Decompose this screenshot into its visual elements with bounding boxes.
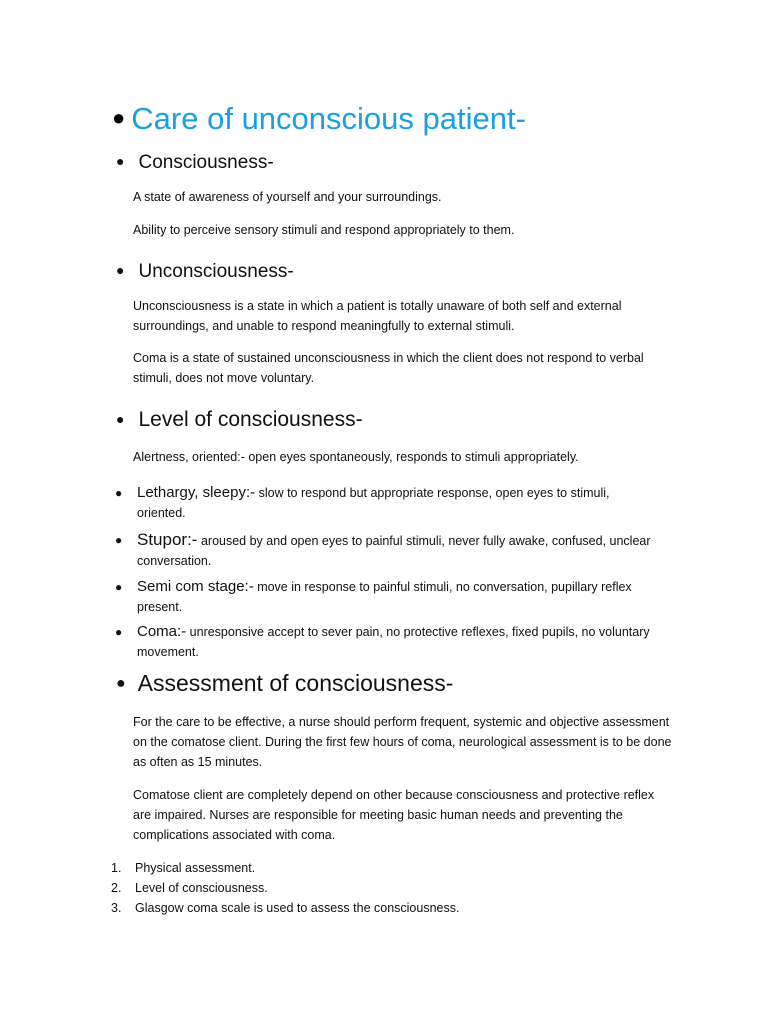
numbered-list xyxy=(111,858,459,918)
paragraph: For the care to be effective, a nurse should perform frequent, systemic and objective assessment on the comatose client. During the first few hours of coma, neurological assessment is to be done as often as 15 minutes. xyxy=(133,715,672,769)
paragraph: A state of awareness of yourself and your surroundings. xyxy=(133,190,442,204)
term: Lethargy, sleepy:- xyxy=(137,484,256,501)
list-item xyxy=(115,530,667,571)
bullet-icon: ● xyxy=(115,580,123,594)
term: Semi com stage:- xyxy=(137,578,254,595)
list-text: Level of consciousness. xyxy=(135,881,268,895)
definition: move in response to painful stimuli, no conversation, pupillary reflex present. xyxy=(137,580,632,614)
bullet-icon: ● xyxy=(115,625,123,639)
list-text: Glasgow coma scale is used to assess the consciousness. xyxy=(135,901,460,915)
bullet-icon: ● xyxy=(112,105,126,130)
list-item xyxy=(111,898,459,918)
heading-assessment-of-consciousness xyxy=(116,668,453,699)
term: Coma:- xyxy=(137,623,187,640)
list-text: Physical assessment. xyxy=(135,861,256,875)
heading-text: Unconsciousness- xyxy=(138,261,294,282)
bullet-icon: ● xyxy=(115,486,123,500)
heading-level-of-consciousness xyxy=(116,406,363,433)
list-item xyxy=(115,622,667,662)
heading-text: Level of consciousness- xyxy=(138,408,363,431)
paragraph: Unconsciousness is a state in which a patient is totally unaware of both self and external surroundings, and unable to respond meaningfully to external stimuli. xyxy=(133,299,622,333)
list-item xyxy=(111,878,459,898)
paragraph: Comatose client are completely depend on other because consciousness and protective reflex are impaired. Nurses are responsible for meeting basic human needs and preventing the complications associated with coma. xyxy=(133,788,655,842)
list-number: 3. xyxy=(111,901,122,915)
list-number: 1. xyxy=(111,861,122,875)
page-title xyxy=(112,96,526,141)
bullet-icon: ● xyxy=(116,262,125,278)
definition: slow to respond but appropriate response, open eyes to stimuli, oriented. xyxy=(137,486,610,520)
list-item xyxy=(115,577,657,617)
paragraph: Coma is a state of sustained unconsciousness in which the client does not respond to verbal stimuli, does not move voluntary. xyxy=(133,351,644,385)
paragraph: Alertness, oriented:- open eyes spontaneously, responds to stimuli appropriately. xyxy=(133,450,579,464)
bullet-icon: ● xyxy=(116,675,126,692)
definition: aroused by and open eyes to painful stimuli, never fully awake, confused, unclear conversation. xyxy=(137,534,651,568)
list-item xyxy=(115,483,657,523)
definition: unresponsive accept to sever pain, no protective reflexes, fixed pupils, no voluntary movement. xyxy=(137,625,650,659)
bullet-icon: ● xyxy=(115,533,123,547)
paragraph: Ability to perceive sensory stimuli and respond appropriately to them. xyxy=(133,223,515,237)
list-number: 2. xyxy=(111,881,122,895)
bullet-icon: ● xyxy=(116,153,125,169)
heading-text: Consciousness- xyxy=(138,152,274,173)
list-item xyxy=(111,858,459,878)
heading-text: Assessment of consciousness- xyxy=(137,670,454,696)
page-title-text: Care of unconscious patient- xyxy=(131,101,526,136)
term: Stupor:- xyxy=(137,530,198,549)
heading-unconsciousness xyxy=(116,257,294,285)
bullet-icon: ● xyxy=(116,411,125,427)
heading-consciousness xyxy=(116,148,274,176)
